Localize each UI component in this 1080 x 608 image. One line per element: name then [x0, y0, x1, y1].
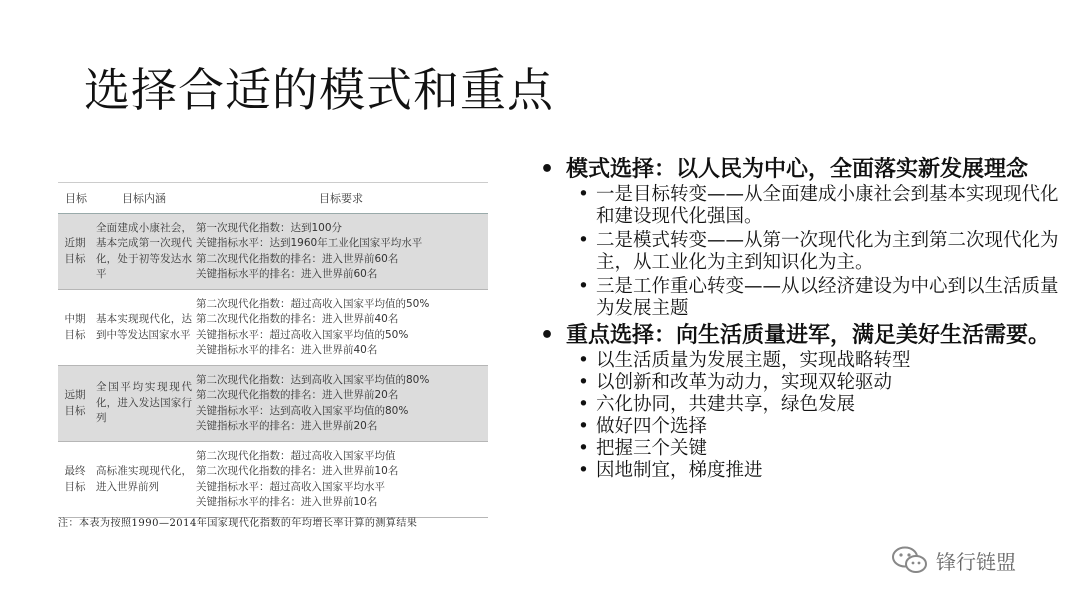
slide-title: 选择合适的模式和重点: [84, 63, 554, 117]
bullet-dot-icon: •: [578, 416, 589, 437]
sub-bullet: [540, 372, 1060, 394]
bullet-text: 模式选择：以人民为中心，全面落实新发展理念: [566, 157, 1029, 182]
bullet-dot-icon: •: [540, 323, 555, 348]
row-content: 高标准实现现代化，进入世界前列: [94, 442, 194, 518]
bullet-focus-selection: [540, 324, 1060, 348]
watermark-text: 锋行链盟: [936, 549, 1016, 574]
watermark: [890, 543, 1016, 577]
row-goal: [58, 366, 94, 442]
sub-bullet: [540, 416, 1060, 438]
goal-label: 近期 目标: [64, 237, 86, 265]
sub-bullet: [540, 276, 1060, 320]
row-goal: [58, 290, 94, 366]
sub-bullet: [540, 230, 1060, 274]
table-row: [58, 442, 488, 518]
bullet-text: 重点选择：向生活质量进军，满足美好生活需要。: [566, 323, 1051, 348]
bullet-dot-icon: •: [578, 276, 589, 297]
goals-table: [58, 182, 488, 518]
header-content: 目标内涵: [94, 183, 194, 214]
row-requirements: 第一次现代化指数：达到100分 关键指标水平：达到1960年工业化国家平均水平 第二次现代化指数的排名：进入世界前60名 关键指标水平的排名：进入世界前60名: [194, 214, 488, 290]
bullet-mode-selection: [540, 158, 1060, 182]
bullet-dot-icon: •: [540, 157, 555, 182]
bullet-dot-icon: •: [578, 372, 589, 393]
bullet-text: 以创新和改革为动力，实现双轮驱动: [596, 372, 893, 393]
goal-label: 最终 目标: [64, 465, 86, 493]
bullet-text: 因地制宜，梯度推进: [596, 460, 763, 481]
table-row: [58, 366, 488, 442]
bullet-dot-icon: •: [578, 184, 589, 205]
bullet-text: 一是目标转变——从全面建成小康社会到基本实现现代化和建设现代化强国。: [596, 184, 1059, 227]
bullet-dot-icon: •: [578, 438, 589, 459]
bullet-dot-icon: •: [578, 230, 589, 251]
bullet-text: 做好四个选择: [596, 416, 708, 437]
row-content: 全面建成小康社会，基本完成第一次现代化，处于初等发达水平: [94, 214, 194, 290]
sub-bullet: [540, 394, 1060, 416]
bullet-dot-icon: •: [578, 460, 589, 481]
bullet-text: 三是工作重心转变——从以经济建设为中心到以生活质量为发展主题: [596, 276, 1059, 319]
table-row: [58, 214, 488, 290]
table-header-row: [58, 183, 488, 214]
header-requirements: 目标要求: [194, 183, 488, 214]
header-goal: 目标: [58, 183, 94, 214]
sub-bullet: [540, 460, 1060, 482]
bullet-text: 把握三个关键: [596, 438, 708, 459]
row-requirements: 第二次现代化指数：达到高收入国家平均值的80% 第二次现代化指数的排名：进入世界前20名 关键指标水平：达到高收入国家平均值的80% 关键指标水平的排名：进入世界前20名: [194, 366, 488, 442]
wechat-icon: [890, 544, 930, 576]
bullet-dot-icon: •: [578, 350, 589, 371]
bullet-list: [540, 158, 1060, 482]
sub-bullet: [540, 350, 1060, 372]
row-requirements: 第二次现代化指数：超过高收入国家平均值 第二次现代化指数的排名：进入世界前10名 关键指标水平：超过高收入国家平均水平 关键指标水平的排名：进入世界前10名: [194, 442, 488, 518]
goals-table-container: [58, 182, 488, 518]
row-content: 全国平均实现现代化，进入发达国家行列: [94, 366, 194, 442]
sub-bullet: [540, 184, 1060, 228]
goal-label: 中期 目标: [64, 313, 86, 341]
bullet-text: 六化协同，共建共享，绿色发展: [596, 394, 856, 415]
bullet-dot-icon: •: [578, 394, 589, 415]
bullet-text: 二是模式转变——从第一次现代化为主到第二次现代化为主，从工业化为主到知识化为主。: [596, 230, 1059, 273]
table-row: [58, 290, 488, 366]
row-requirements: 第二次现代化指数：超过高收入国家平均值的50% 第二次现代化指数的排名：进入世界前40名 关键指标水平：超过高收入国家平均值的50% 关键指标水平的排名：进入世界前40名: [194, 290, 488, 366]
goal-label: 远期 目标: [64, 389, 86, 417]
row-goal: [58, 214, 94, 290]
row-content: 基本实现现代化，达到中等发达国家水平: [94, 290, 194, 366]
sub-bullet: [540, 438, 1060, 460]
bullet-text: 以生活质量为发展主题，实现战略转型: [596, 350, 911, 371]
table-note: 注：本表为按照1990—2014年国家现代化指数的年均增长率计算的测算结果: [58, 518, 418, 529]
row-goal: [58, 442, 94, 518]
